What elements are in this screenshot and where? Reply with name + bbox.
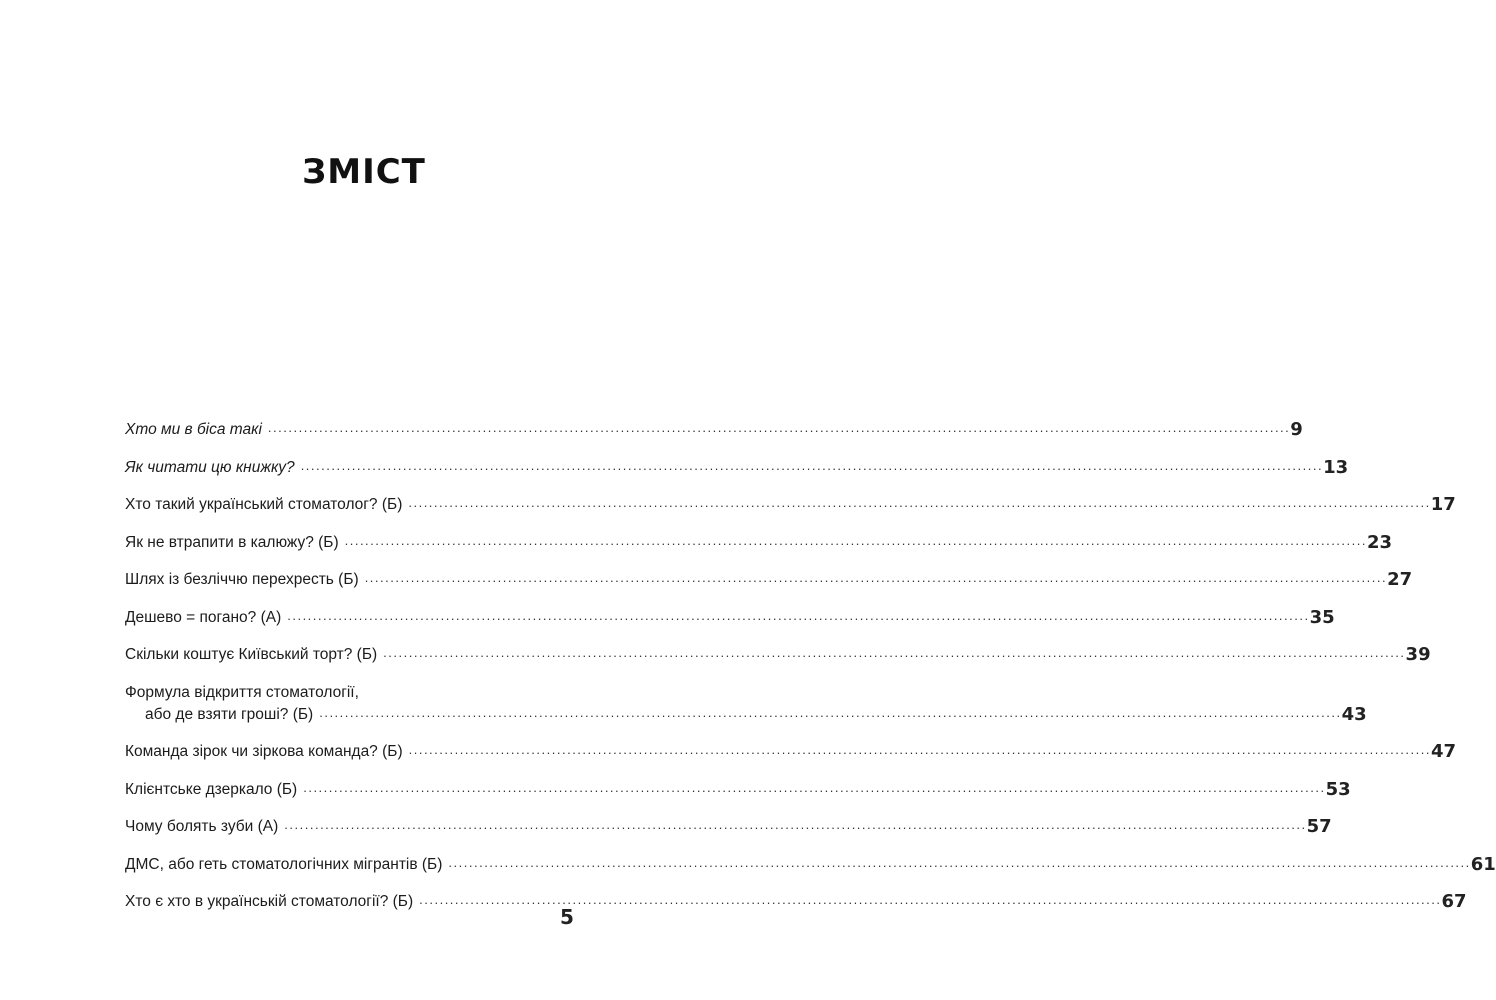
toc-entry-title: Команда зірок чи зіркова команда? (Б) [125, 743, 403, 760]
dot-leader: ........................................................................................................................................................................................................ [364, 570, 1388, 585]
toc-entry-title: Хто такий український стоматолог? (Б) [125, 496, 403, 513]
toc-entry-title-line2: або де взяти гроші? (Б) [145, 705, 314, 723]
toc-entry[interactable] [125, 741, 1457, 762]
toc-entry-title: Як читати цю книжку? [125, 458, 295, 476]
toc-entry-title: ДМС, або геть стоматологічних мігрантів (Б) [125, 855, 443, 873]
toc-entry-page: 47 [1430, 741, 1457, 762]
toc-entry-page: 61 [1470, 853, 1496, 875]
dot-leader: ........................................................................................................................................................................................................ [319, 704, 1342, 720]
toc-entry-page: 43 [1341, 703, 1367, 725]
toc-entry-title: Як не втрапити в калюжу? (Б) [125, 533, 339, 551]
toc-entry[interactable] [125, 778, 1351, 800]
dot-leader: ........................................................................................................................................................................................................ [287, 607, 1310, 623]
toc-entry-page: 53 [1325, 778, 1351, 800]
toc-entry-title: Дешево = погано? (А) [125, 608, 282, 626]
toc-entry[interactable] [125, 644, 1431, 665]
toc-entry-page: 13 [1323, 456, 1349, 478]
toc-entry[interactable] [125, 494, 1456, 515]
toc-entry-title: Хто ми в біса такі [125, 421, 262, 438]
dot-leader: ........................................................................................................................................................................................................ [344, 532, 1367, 548]
toc-entry-page: 67 [1441, 891, 1467, 912]
toc-entry[interactable] [125, 891, 1467, 912]
dot-leader: ........................................................................................................................................................................................................ [267, 420, 1291, 435]
toc-entry-page: 35 [1309, 606, 1335, 628]
toc-entry-page: 9 [1290, 419, 1303, 440]
dot-leader: ........................................................................................................................................................................................................ [284, 817, 1307, 832]
toc-entry[interactable] [125, 853, 1496, 875]
toc-entry[interactable] [125, 683, 1367, 725]
toc-entry[interactable] [125, 606, 1335, 628]
toc-entry-title: Чому болять зуби (А) [125, 818, 279, 835]
toc-entry[interactable] [125, 531, 1393, 553]
toc-entry-page: 27 [1387, 569, 1413, 590]
toc-entry-title-line1: Формула відкриття стоматології, [125, 683, 359, 701]
table-of-contents [125, 419, 1496, 930]
toc-entry-page: 17 [1430, 494, 1456, 515]
dot-leader: ........................................................................................................................................................................................................ [303, 779, 1326, 795]
toc-entry[interactable] [125, 419, 1303, 440]
dot-leader: ........................................................................................................................................................................................................ [408, 495, 1431, 510]
dot-leader: ........................................................................................................................................................................................................ [300, 457, 1324, 473]
toc-entry-title: Хто є хто в українській стоматології? (Б) [125, 893, 414, 910]
page-number: 5 [560, 905, 574, 929]
toc-entry-title: Шлях із безліччю перехресть (Б) [125, 571, 359, 588]
dot-leader: ........................................................................................................................................................................................................ [408, 742, 1431, 757]
toc-entry[interactable] [125, 456, 1349, 478]
toc-entry[interactable] [125, 569, 1413, 590]
dot-leader: ........................................................................................................................................................................................................ [383, 645, 1406, 660]
toc-entry-page: 57 [1306, 816, 1332, 837]
toc-entry-page: 39 [1405, 644, 1431, 665]
toc-entry[interactable] [125, 816, 1332, 837]
dot-leader: ........................................................................................................................................................................................................ [448, 854, 1471, 870]
toc-entry-title: Скільки коштує Київський торт? (Б) [125, 646, 378, 663]
toc-entry-title: Клієнтське дзеркало (Б) [125, 780, 298, 798]
page-title: ЗМІСТ [302, 152, 426, 192]
dot-leader: ........................................................................................................................................................................................................ [419, 892, 1442, 907]
toc-entry-page: 23 [1366, 531, 1393, 553]
